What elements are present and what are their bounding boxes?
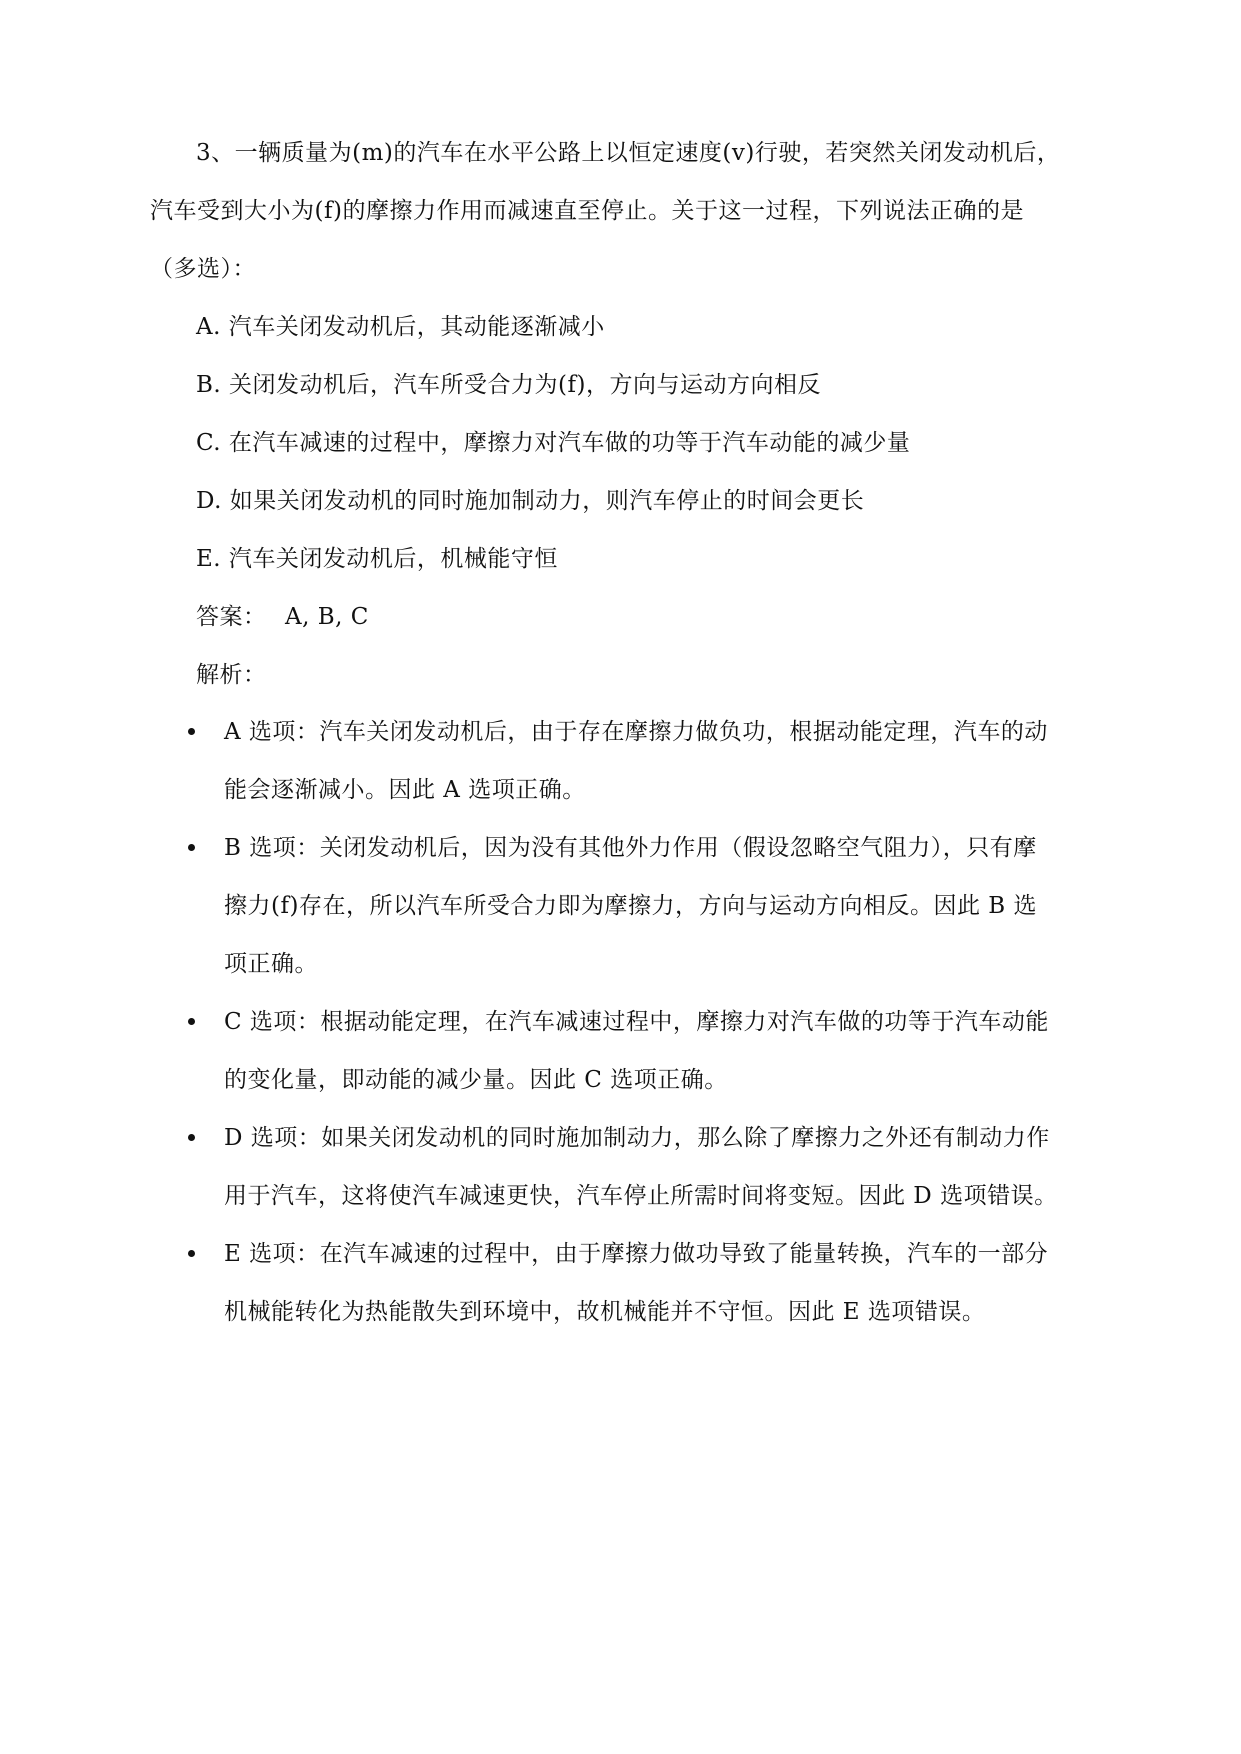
option-c: C. 在汽车减速的过程中，摩擦力对汽车做的功等于汽车动能的减少量 (196, 430, 911, 456)
question-line: 汽车受到大小为(f)的摩擦力作用而减速直至停止。关于这一过程，下列说法正确的是 (150, 198, 1024, 224)
analysis-line: 能会逐渐减小。因此 A 选项正确。 (224, 777, 586, 803)
bullet-icon (188, 844, 195, 851)
analysis-line: E 选项：在汽车减速的过程中，由于摩擦力做功导致了能量转换，汽车的一部分 (224, 1241, 1049, 1267)
answer-label: 答案： (196, 604, 267, 630)
answer-value: A, B, C (285, 604, 369, 630)
analysis-line: 项正确。 (224, 951, 318, 977)
question-line: （多选）： (150, 256, 256, 282)
analysis-line: 的变化量，即动能的减少量。因此 C 选项正确。 (224, 1067, 728, 1093)
bullet-icon (188, 1134, 195, 1141)
bullet-icon (188, 1018, 195, 1025)
analysis-line: C 选项：根据动能定理，在汽车减速过程中，摩擦力对汽车做的功等于汽车动能 (224, 1009, 1049, 1035)
analysis-line: 擦力(f)存在，所以汽车所受合力即为摩擦力，方向与运动方向相反。因此 B 选 (224, 893, 1037, 919)
option-b: B. 关闭发动机后，汽车所受合力为(f)，方向与运动方向相反 (196, 372, 821, 398)
question-line: 3、一辆质量为(m)的汽车在水平公路上以恒定速度(v)行驶，若突然关闭发动机后， (196, 140, 1061, 166)
analysis-label: 解析： (196, 662, 267, 688)
option-e: E. 汽车关闭发动机后，机械能守恒 (196, 546, 558, 572)
option-d: D. 如果关闭发动机的同时施加制动力，则汽车停止的时间会更长 (196, 488, 865, 514)
analysis-line: A 选项：汽车关闭发动机后，由于存在摩擦力做负功，根据动能定理，汽车的动 (224, 719, 1048, 745)
bullet-icon (188, 728, 195, 735)
option-a: A. 汽车关闭发动机后，其动能逐渐减小 (196, 314, 605, 340)
analysis-line: 用于汽车，这将使汽车减速更快，汽车停止所需时间将变短。因此 D 选项错误。 (224, 1183, 1058, 1209)
analysis-line: 机械能转化为热能散失到环境中，故机械能并不守恒。因此 E 选项错误。 (224, 1299, 986, 1325)
analysis-line: D 选项：如果关闭发动机的同时施加制动力，那么除了摩擦力之外还有制动力作 (224, 1125, 1050, 1151)
bullet-icon (188, 1250, 195, 1257)
analysis-line: B 选项：关闭发动机后，因为没有其他外力作用（假设忽略空气阻力），只有摩 (224, 835, 1037, 861)
